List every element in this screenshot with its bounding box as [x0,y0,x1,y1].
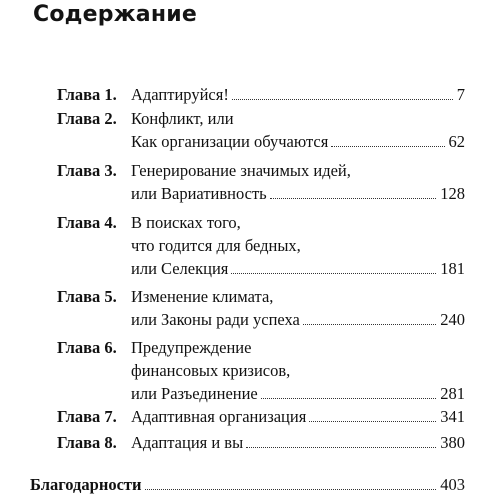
page-number: 380 [440,433,465,452]
leader-dots [145,488,437,490]
chapter-title-line: Как организации обучаются [131,132,329,151]
leader-dots [261,397,436,399]
chapter-label: Глава 2. [57,109,117,128]
leader-dots [309,420,436,422]
chapter-title-line: или Законы ради успеха [131,310,300,329]
page-number: 281 [440,384,465,403]
chapter-title-line: Адаптируйся! [131,85,229,104]
chapter-title-line: Изменение климата, [131,287,274,306]
chapter-title-line: или Вариативность [131,184,267,203]
page-number: 128 [440,184,465,203]
chapter-title-line: или Разъединение [131,384,258,403]
page-title: Содержание [33,2,197,27]
page-number: 7 [456,85,465,104]
chapter-label: Глава 7. [57,407,117,426]
leader-dots [303,323,436,325]
chapter-label: Глава 3. [57,161,117,180]
chapter-label: Глава 5. [57,287,117,306]
page-number: 181 [440,259,465,278]
chapter-label: Глава 1. [57,85,117,104]
chapter-title-line: Предупреждение [131,338,252,357]
page-number: 62 [448,132,465,151]
chapter-title-line: Генерирование значимых идей, [131,161,351,180]
chapter-title-line: финансовых кризисов, [131,361,291,380]
chapter-title-line: или Селекция [131,259,229,278]
page-number: 240 [440,310,465,329]
chapter-label: Глава 6. [57,338,117,357]
chapter-title-line: Адаптивная организация [131,407,307,426]
leader-dots [270,197,437,199]
chapter-title-line: Конфликт, или [131,109,234,128]
chapter-title-line: Адаптация и вы [131,433,244,452]
chapter-label: Глава 4. [57,213,117,232]
leader-dots [231,272,436,274]
chapter-label: Глава 8. [57,433,117,452]
acknowledgements-label: Благодарности [30,475,142,494]
page-number: 403 [440,475,465,494]
leader-dots [232,98,453,100]
leader-dots [331,145,444,147]
leader-dots [246,446,436,448]
chapter-title-line: В поисках того, [131,213,241,232]
page-number: 341 [440,407,465,426]
chapter-title-line: что годится для бедных, [131,236,301,255]
